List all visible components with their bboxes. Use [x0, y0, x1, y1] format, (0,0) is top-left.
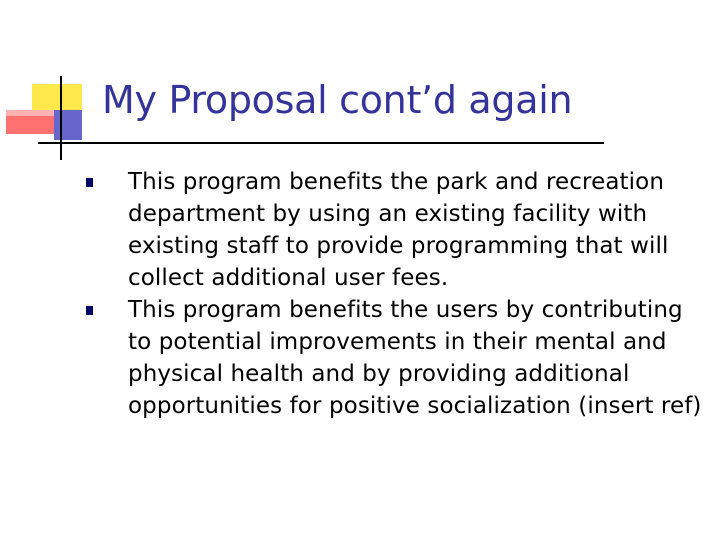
slide-title: My Proposal cont’d again [102, 78, 573, 122]
decorative-squares-graphic [0, 0, 110, 170]
bullet-marker [86, 306, 93, 315]
bullet-list [86, 166, 706, 422]
bullet-item [86, 294, 706, 422]
bullet-marker [86, 178, 93, 187]
bullet-text: This program benefits the park and recreation department by using an existing facility with existing staff to provide programming that will collect additional user fees. [128, 169, 669, 291]
bullet-text: This program benefits the users by contributing to potential improvements in their mental and physical health and by providing additional opportunities for positive socialization (insert ref) [128, 297, 702, 419]
decor-red-bar-highlight [6, 110, 54, 116]
decor-vertical-line [60, 76, 62, 160]
bullet-item [86, 166, 706, 294]
title-underline [38, 142, 604, 144]
decor-blue-square [54, 110, 82, 140]
